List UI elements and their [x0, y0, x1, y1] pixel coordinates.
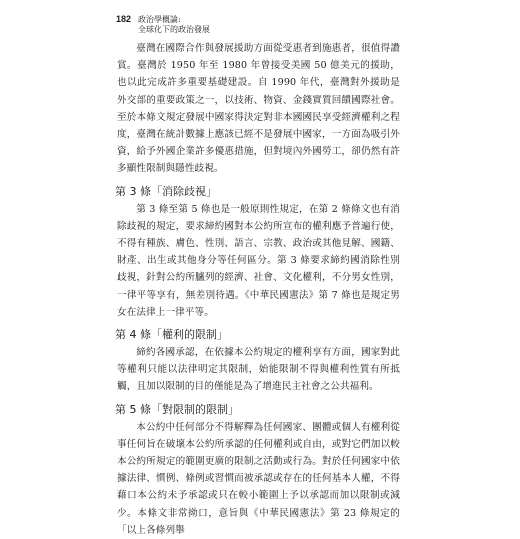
book-title: 政治學概論: [138, 15, 181, 24]
section-heading-article-3: 第 3 條「消除歧視」 [115, 184, 217, 198]
paragraph-taiwan-aid: 臺灣在國際合作與發展援助方面從受惠者到施惠者，很值得讚賞。臺灣於 1950 年至 1980 年曾接受美國 50 億美元的援助，也以此完成許多重要基礎建設。自 1990 年代，臺灣對外援助是外交部的重要政策之一，以技術、物資、金錢實質回饋國際社會。至於本條文規定發展中國家得決定對非本國國民享受經濟權利之程度，臺灣在統計數據上應該已經不是發展中國家，一方面為吸引外資，給予外國企業許多優惠措施，但對境內外國勞工，卻仍然有許多顯性限制與隱性歧視。 [117, 43, 400, 175]
paragraph-article-4: 締約各國承認，在依據本公約規定的權利享有方面，國家對此等權利只能以法律明定其限制，始能限制不得與權利性質有所抵觸，且加以限制的目的僅能是為了增進民主社會之公共福利。 [117, 347, 400, 393]
section-heading-article-4: 第 4 條「權利的限制」 [115, 328, 228, 342]
section-heading-article-5: 第 5 條「對限制的限制」 [115, 402, 239, 416]
book-subtitle: 全球化下的政治發展 [138, 25, 210, 34]
page-number: 182 [116, 14, 132, 24]
paragraph-article-3: 第 3 條至第 5 條也是一般原則性規定，在第 2 條條文也有消除歧視的規定，要求締約國對本公約所宣布的權利應予普遍行使，不得有種族、膚色、性別、語言、宗教、政治或其他見解、國籍、財產、出生或其他身分等任何區分。第 3 條要求締約國消除性別歧視，針對公約所臚列的經濟、社會、文化權利，不分男女性別，一律平等享有，無差別待遇。《中華民國憲法》第 7 條也是規定男女在法律上一律平等。 [117, 203, 400, 318]
paragraph-article-5: 本公約中任何部分不得解釋為任何國家、團體或個人有權利從事任何旨在破壞本公約所承認的任何權利或自由，或對它們加以較本公約所規定的範圍更廣的限制之活動或行為。對於任何國家中依據法律、慣例、條例或習慣而被承認或存在的任何基本人權，不得藉口本公約未予承認或只在較小範圍上予以承認而加以限制或減少。本條文非常拗口，意旨與《中華民國憲法》第 23 條規定的「以上各條列舉 [117, 421, 400, 536]
body-text [117, 40, 400, 539]
running-header [116, 14, 416, 35]
